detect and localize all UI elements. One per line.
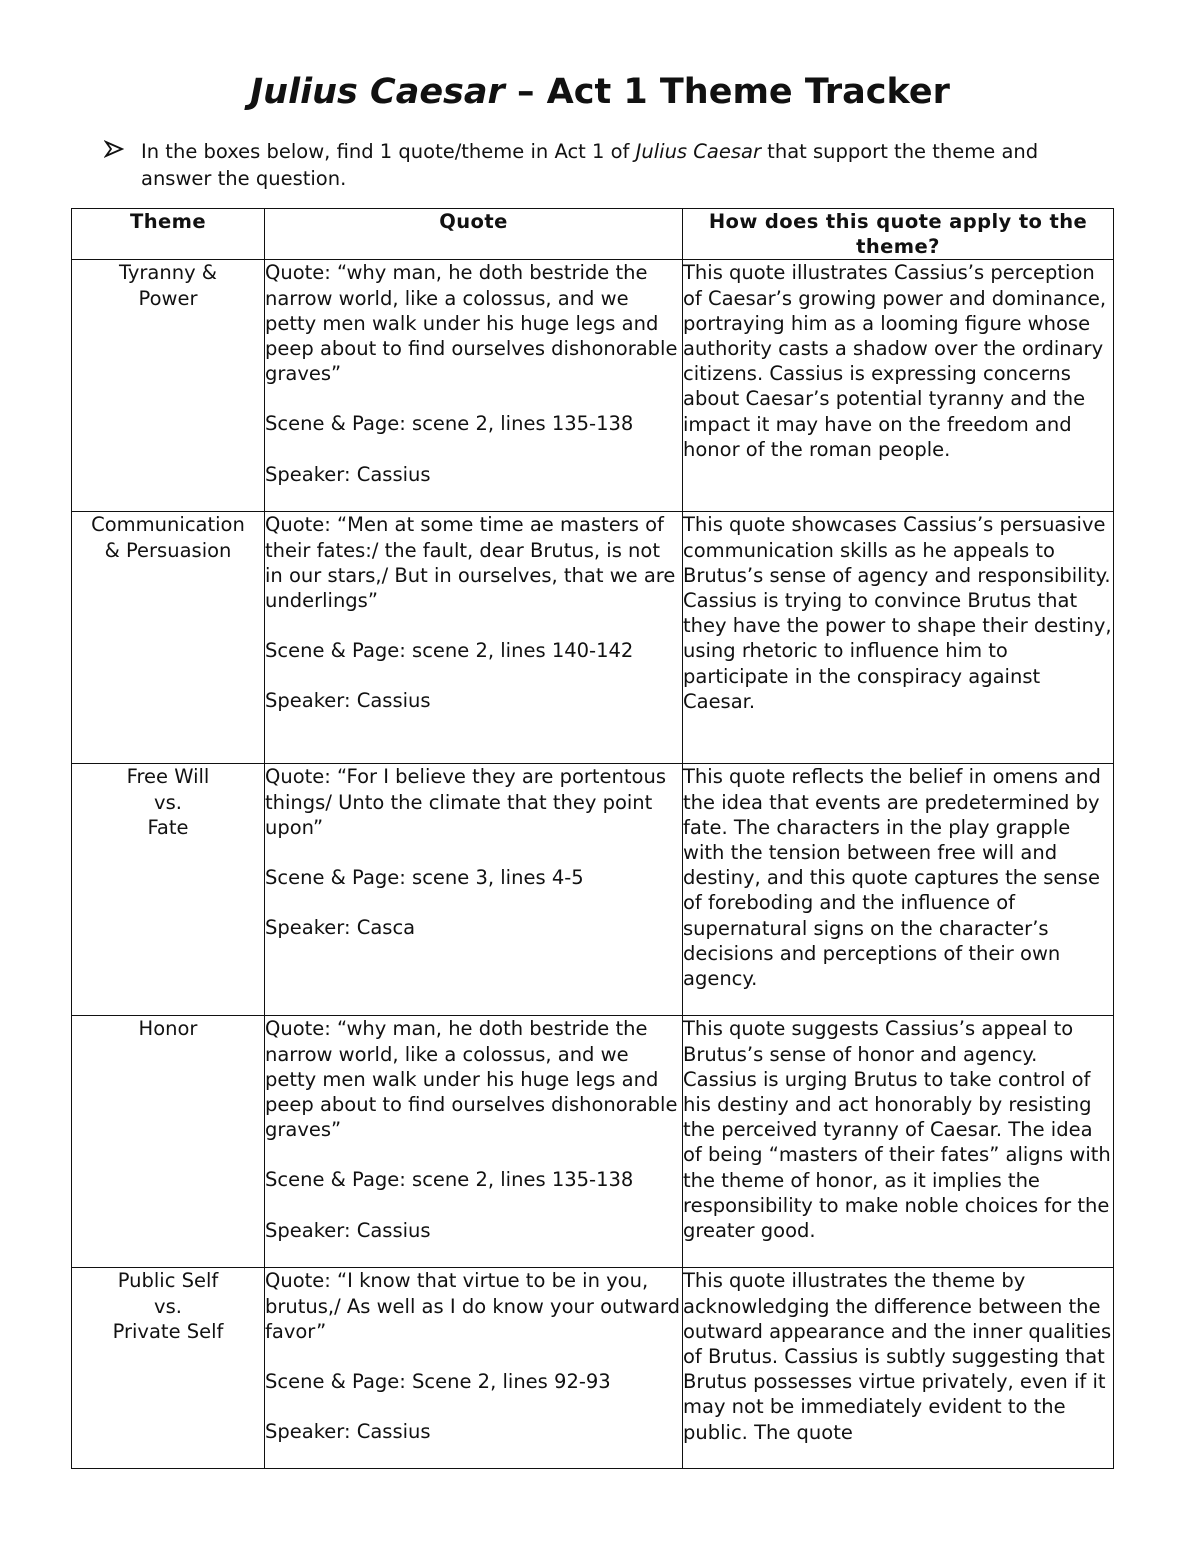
quote-text: Quote: “For I believe they are portentous things/ Unto the climate that they point upon” [265, 765, 667, 839]
theme-label-line: Power [138, 286, 198, 310]
theme-cell [72, 1016, 265, 1268]
header-quote: Quote [265, 209, 683, 260]
speaker-text: Speaker: Casca [265, 916, 416, 940]
table-row [72, 260, 1114, 512]
scene-page-text: Scene & Page: scene 3, lines 4-5 [265, 866, 584, 890]
theme-cell [72, 1268, 265, 1469]
quote-cell [265, 260, 683, 512]
header-theme: Theme [72, 209, 265, 260]
apply-cell [683, 260, 1114, 512]
speaker-text: Speaker: Cassius [265, 1420, 431, 1444]
quote-text: Quote: “why man, he doth bestride the narrow world, like a colossus, and we petty men walk under his huge legs and peep about to find ourselves dishonorable graves” [265, 261, 678, 386]
theme-label-line: vs. [154, 790, 182, 814]
table-row [72, 764, 1114, 1016]
quote-text: Quote: “I know that virtue to be in you, brutus,/ As well as I do know your outward favor” [265, 1269, 680, 1343]
table-row [72, 512, 1114, 764]
apply-text: This quote showcases Cassius’s persuasive communication skills as he appeals to Brutus’s sense of agency and responsibility. Cassius is trying to convince Brutus that they have the power to shape their destiny, using rhetoric to influence him to participate in the conspiracy against Caesar. [683, 513, 1112, 713]
speaker-text: Speaker: Cassius [265, 1218, 431, 1242]
quote-cell [265, 1016, 683, 1268]
theme-label-line: Honor [138, 1017, 198, 1041]
arrowhead-bullet-icon [104, 138, 128, 167]
table-body [72, 260, 1114, 1469]
speaker-text: Speaker: Cassius [265, 689, 431, 713]
apply-text: This quote reflects the belief in omens and the idea that events are predetermined by fate. The characters in the play grapple with the tension between free will and destiny, and this quote captures the sense of foreboding and the influence of supernatural signs on the character’s decisions and perceptions of their own agency. [683, 765, 1101, 991]
quote-cell [265, 512, 683, 764]
theme-cell [72, 260, 265, 512]
page-title [0, 70, 1200, 114]
table-row [72, 1016, 1114, 1268]
theme-label-line: Free Will [126, 765, 210, 789]
theme-label-line: Tyranny & [118, 261, 218, 285]
instruction-text-after: that support the theme and answer the question. [141, 140, 1039, 190]
instruction-text [141, 138, 1114, 192]
instruction [104, 138, 1114, 192]
theme-label-line: vs. [154, 1294, 182, 1318]
title-rest: – Act 1 Theme Tracker [504, 72, 950, 112]
scene-page-text: Scene & Page: scene 2, lines 135-138 [265, 1168, 634, 1192]
header-apply: How does this quote apply to the theme? [683, 209, 1114, 260]
instruction-play-name: Julius Caesar [635, 140, 761, 163]
apply-cell [683, 1268, 1114, 1469]
theme-label-line: Communication [91, 513, 245, 537]
scene-page-text: Scene & Page: Scene 2, lines 92-93 [265, 1370, 611, 1394]
table-header-row [72, 209, 1114, 260]
theme-label-line: Public Self [117, 1269, 219, 1293]
apply-text: This quote illustrates Cassius’s perception of Caesar’s growing power and dominance, portraying him as a looming figure whose authority casts a shadow over the ordinary citizens. Cassius is expressing concerns about Caesar’s potential tyranny and the impact it may have on the freedom and honor of the roman people. [683, 261, 1107, 461]
quote-text: Quote: “why man, he doth bestride the narrow world, like a colossus, and we petty men walk under his huge legs and peep about to find ourselves dishonorable graves” [265, 1017, 678, 1142]
theme-tracker-table [71, 208, 1114, 1469]
theme-cell [72, 512, 265, 764]
theme-label-line: & Persuasion [104, 538, 232, 562]
speaker-text: Speaker: Cassius [265, 462, 431, 486]
table-row [72, 1268, 1114, 1469]
quote-cell [265, 764, 683, 1016]
apply-cell [683, 512, 1114, 764]
quote-text: Quote: “Men at some time ae masters of their fates:/ the fault, dear Brutus, is not in our stars,/ But in ourselves, that we are underlings” [265, 513, 676, 613]
apply-cell [683, 764, 1114, 1016]
scene-page-text: Scene & Page: scene 2, lines 135-138 [265, 412, 634, 436]
theme-label-line: Private Self [112, 1319, 224, 1343]
apply-cell [683, 1016, 1114, 1268]
apply-text: This quote suggests Cassius’s appeal to Brutus’s sense of honor and agency. Cassius is urging Brutus to take control of his destiny and act honorably by resisting the perceived tyranny of Caesar. The idea of being “masters of their fates” aligns with the theme of honor, as it implies the responsibility to make noble choices for the greater good. [683, 1017, 1111, 1243]
scene-page-text: Scene & Page: scene 2, lines 140-142 [265, 639, 634, 663]
title-play-name: Julius Caesar [250, 72, 505, 112]
theme-label-line: Fate [147, 815, 189, 839]
theme-cell [72, 764, 265, 1016]
apply-text: This quote illustrates the theme by acknowledging the difference between the outward appearance and the inner qualities of Brutus. Cassius is subtly suggesting that Brutus possesses virtue privately, even if it may not be immediately evident to the public. The quote [683, 1269, 1112, 1444]
instruction-text-before: In the boxes below, find 1 quote/theme in Act 1 of [141, 140, 636, 163]
quote-cell [265, 1268, 683, 1469]
